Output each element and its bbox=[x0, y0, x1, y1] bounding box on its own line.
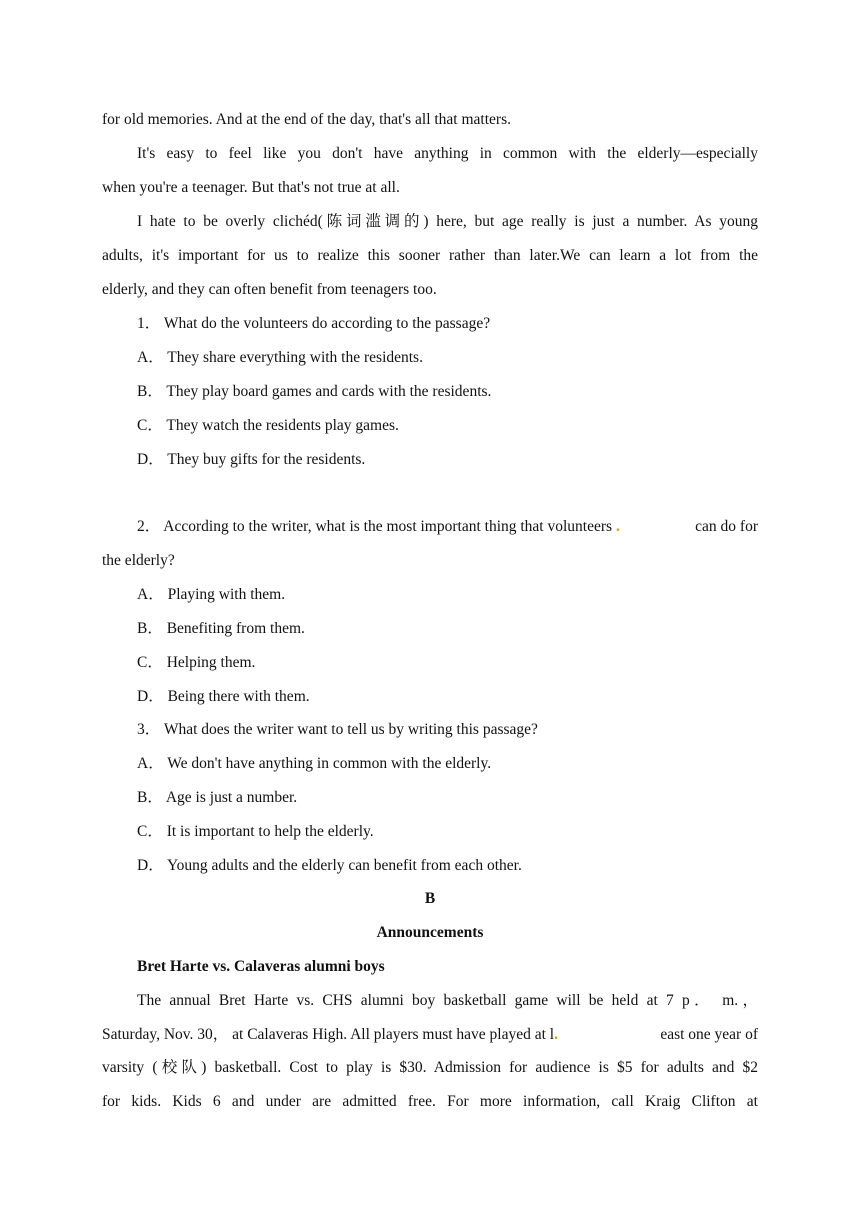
passage-a-line: elderly, and they can often benefit from teenagers too. bbox=[102, 281, 437, 298]
section-b-label: B bbox=[424, 890, 436, 907]
announcement-line bbox=[102, 1025, 758, 1045]
question-2-stem-continued: the elderly? bbox=[102, 552, 175, 569]
announcement-line-part: Saturday, Nov. 30， at Calaveras High. All players must have played at l bbox=[102, 1026, 555, 1043]
passage-a-line: It's easy to feel like you don't have anything in common with the elderly—especially bbox=[137, 145, 758, 162]
announcement-line: The annual Bret Harte vs. CHS alumni boy basketball game will be held at 7 p． m.， bbox=[137, 992, 758, 1009]
question-2-option-b: B． Benefiting from them. bbox=[137, 620, 305, 637]
question-1-option-b: B． They play board games and cards with the residents. bbox=[137, 383, 492, 400]
passage-a-line: for old memories. And at the end of the day, that's all that matters. bbox=[102, 111, 511, 128]
question-2-option-d: D． Being there with them. bbox=[137, 688, 310, 705]
announcement-line: varsity (校队) basketball. Cost to play is $30. Admission for audience is $5 for adults and $2 bbox=[102, 1059, 758, 1076]
section-b-title: Announcements bbox=[376, 924, 484, 941]
announcement-heading: Bret Harte vs. Calaveras alumni boys bbox=[137, 958, 385, 975]
passage-a-line: when you're a teenager. But that's not true at all. bbox=[102, 179, 400, 196]
question-1-option-d: D． They buy gifts for the residents. bbox=[137, 451, 366, 468]
question-1-option-a: A． They share everything with the residents. bbox=[137, 349, 423, 366]
question-2-stem bbox=[137, 517, 758, 537]
question-3-option-c: C． It is important to help the elderly. bbox=[137, 823, 374, 840]
question-2-stem-part: can do for bbox=[695, 518, 758, 535]
question-3-option-a: A． We don't have anything in common with the elderly. bbox=[137, 755, 492, 772]
stray-dot-mark: . bbox=[554, 1026, 558, 1043]
question-2-option-a: A． Playing with them. bbox=[137, 586, 286, 603]
passage-a-line: adults, it's important for us to realize this sooner rather than later.We can learn a lot from the bbox=[102, 247, 758, 264]
question-1-stem: 1． What do the volunteers do according to the passage? bbox=[137, 315, 491, 332]
question-2-stem-part: 2． According to the writer, what is the most important thing that volunteers bbox=[137, 518, 616, 535]
passage-a-line: I hate to be overly clichéd(陈词滥调的) here, but age really is just a number. As young bbox=[137, 213, 758, 230]
question-3-option-d: D． Young adults and the elderly can benefit from each other. bbox=[137, 857, 522, 874]
announcement-line-part: east one year of bbox=[660, 1026, 758, 1043]
question-3-option-b: B． Age is just a number. bbox=[137, 789, 298, 806]
question-3-stem: 3． What does the writer want to tell us by writing this passage? bbox=[137, 721, 538, 738]
announcement-line: for kids. Kids 6 and under are admitted free. For more information, call Kraig Clifton at bbox=[102, 1093, 758, 1110]
question-1-option-c: C． They watch the residents play games. bbox=[137, 417, 399, 434]
question-2-option-c: C． Helping them. bbox=[137, 654, 256, 671]
stray-dot-mark: . bbox=[615, 518, 620, 535]
